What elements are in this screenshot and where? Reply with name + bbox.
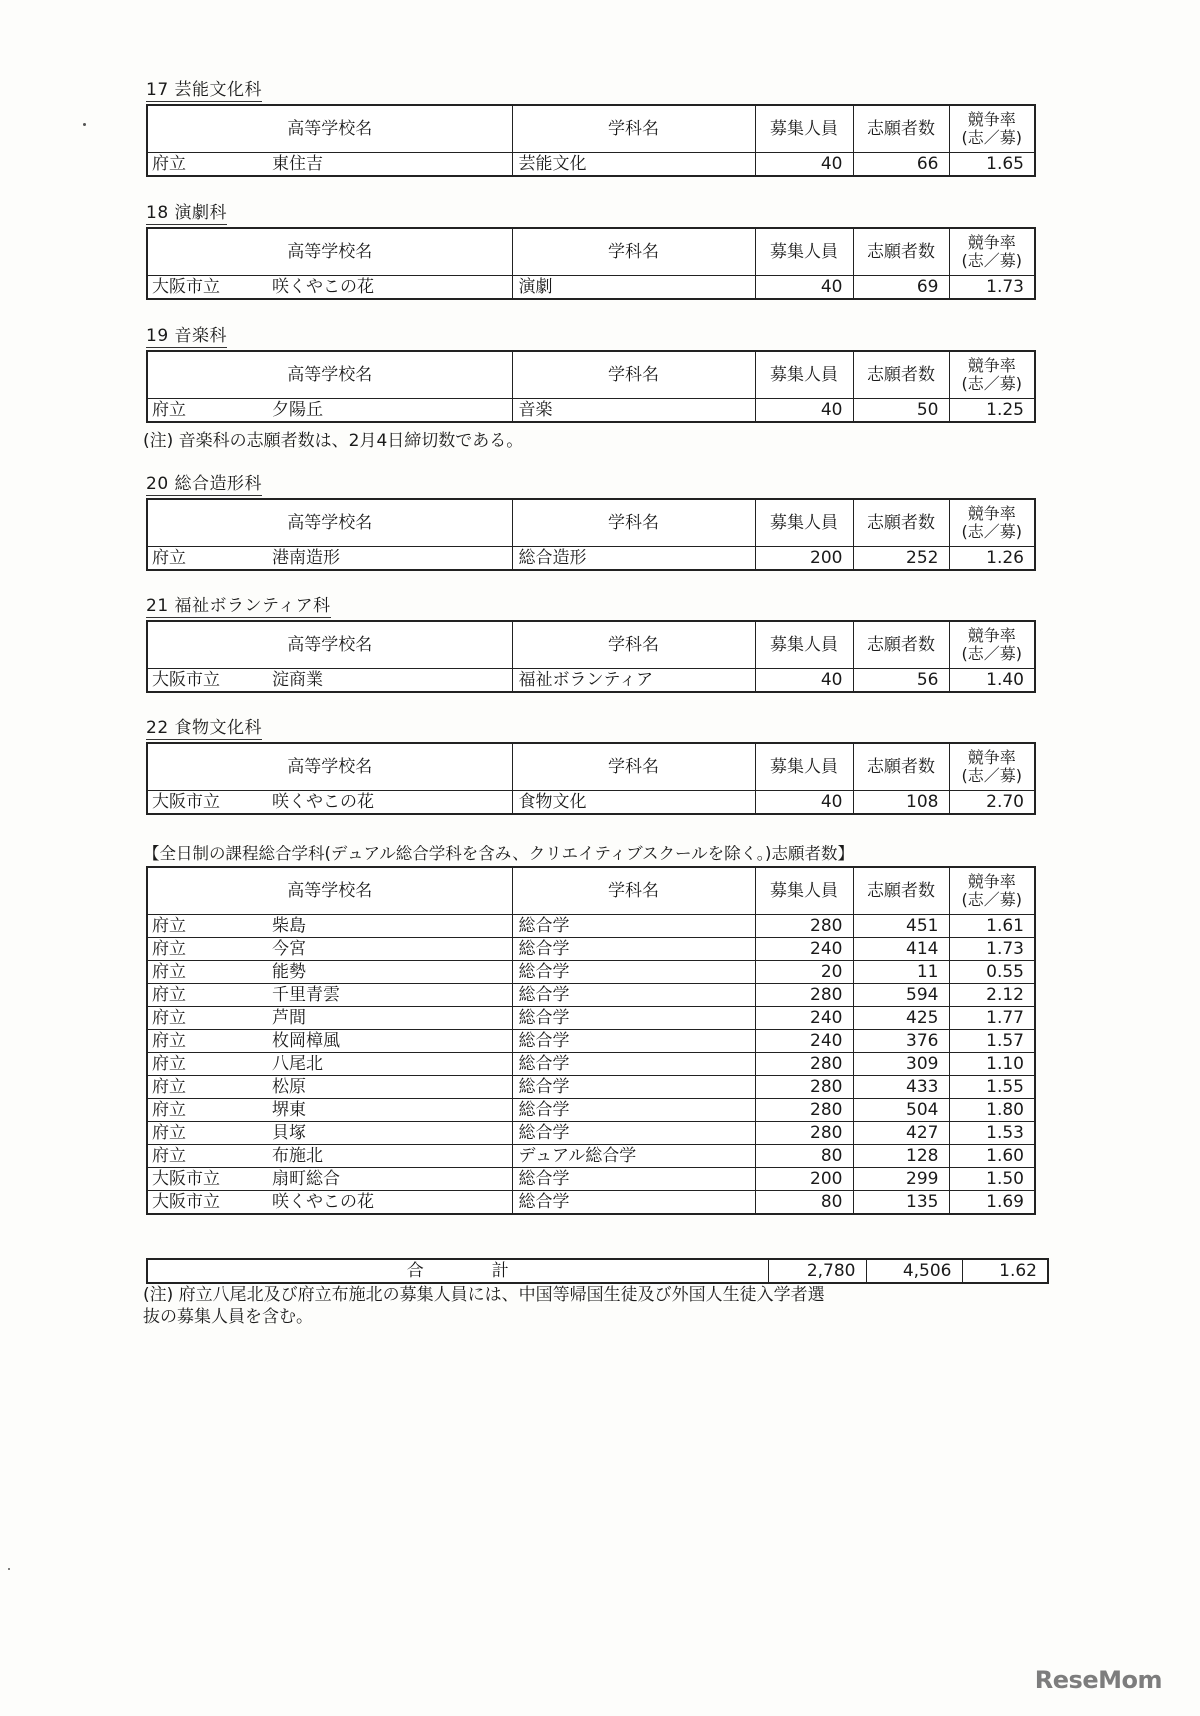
table-row: 府立 芦間 総合学 240 425 1.77 — [147, 1007, 1035, 1030]
header-applicants: 志願者数 — [853, 621, 949, 669]
school-cell: 府立 港南造形 — [147, 547, 512, 571]
school-cell: 大阪市立 咲くやこの花 — [147, 276, 512, 300]
table-row — [147, 153, 1035, 177]
table-row: 大阪市立 扇町総合 総合学 200 299 1.50 — [147, 1168, 1035, 1191]
school-cell: 府立 東住吉 — [147, 153, 512, 177]
header-rate: 競争率 (志／募) — [949, 621, 1035, 669]
rate-cell: 1.73 — [949, 276, 1035, 300]
section-title-20: 20 総合造形科 — [146, 474, 263, 494]
header-department: 学科名 — [512, 867, 755, 915]
rate-cell: 1.65 — [949, 153, 1035, 177]
header-department: 学科名 — [512, 351, 755, 399]
table-row: 府立 柴島 総合学 280 451 1.61 — [147, 915, 1035, 938]
table-header-row — [147, 228, 1035, 276]
header-rate: 競争率 (志／募) — [949, 743, 1035, 791]
header-department: 学科名 — [512, 743, 755, 791]
header-applicants: 志願者数 — [853, 499, 949, 547]
header-rate: 競争率 (志／募) — [949, 351, 1035, 399]
section-title-17: 17 芸能文化科 — [146, 80, 263, 100]
table-section-20 — [146, 498, 1036, 571]
header-applicants: 志願者数 — [853, 867, 949, 915]
header-rate: 競争率 (志／募) — [949, 867, 1035, 915]
total-applicants: 4,506 — [866, 1259, 962, 1283]
table-row: 府立 堺東 総合学 280 504 1.80 — [147, 1099, 1035, 1122]
table-row: 府立 布施北 デュアル総合学 80 128 1.60 — [147, 1145, 1035, 1168]
table-header-row — [147, 743, 1035, 791]
header-school: 高等学校名 — [147, 228, 512, 276]
section-title-22: 22 食物文化科 — [146, 718, 263, 738]
applicants-cell: 108 — [853, 791, 949, 815]
rate-cell: 2.70 — [949, 791, 1035, 815]
header-applicants: 志願者数 — [853, 105, 949, 153]
header-department: 学科名 — [512, 499, 755, 547]
department-cell: 総合造形 — [512, 547, 755, 571]
capacity-cell: 200 — [755, 547, 853, 571]
header-capacity: 募集人員 — [755, 351, 853, 399]
section-title-18: 18 演劇科 — [146, 203, 228, 223]
table-row — [147, 276, 1035, 300]
school-cell: 大阪市立 咲くやこの花 — [147, 791, 512, 815]
header-school: 高等学校名 — [147, 867, 512, 915]
school-cell: 府立 夕陽丘 — [147, 399, 512, 423]
capacity-cell: 40 — [755, 276, 853, 300]
department-cell: 芸能文化 — [512, 153, 755, 177]
department-cell: 音楽 — [512, 399, 755, 423]
table-row: 大阪市立 咲くやこの花 総合学 80 135 1.69 — [147, 1191, 1035, 1215]
table-row: 府立 松原 総合学 280 433 1.55 — [147, 1076, 1035, 1099]
header-rate: 競争率 (志／募) — [949, 499, 1035, 547]
table-row — [147, 399, 1035, 423]
total-row — [147, 1259, 1048, 1283]
table-general-course — [146, 866, 1036, 1215]
header-department: 学科名 — [512, 228, 755, 276]
applicants-cell: 69 — [853, 276, 949, 300]
rate-cell: 1.26 — [949, 547, 1035, 571]
applicants-cell: 50 — [853, 399, 949, 423]
table-header-row — [147, 499, 1035, 547]
capacity-cell: 40 — [755, 399, 853, 423]
header-capacity: 募集人員 — [755, 867, 853, 915]
table-row — [147, 669, 1035, 693]
table-section-21 — [146, 620, 1036, 693]
header-department: 学科名 — [512, 105, 755, 153]
header-capacity: 募集人員 — [755, 105, 853, 153]
header-school: 高等学校名 — [147, 351, 512, 399]
header-school: 高等学校名 — [147, 621, 512, 669]
table-header-row — [147, 621, 1035, 669]
table-row: 府立 能勢 総合学 20 11 0.55 — [147, 961, 1035, 984]
applicants-cell: 56 — [853, 669, 949, 693]
header-school: 高等学校名 — [147, 499, 512, 547]
header-applicants: 志願者数 — [853, 351, 949, 399]
general-section-title: 【全日制の課程総合学科(デュアル総合学科を含み、クリエイティブスクールを除く。)志願者数】 — [143, 844, 854, 863]
header-capacity: 募集人員 — [755, 228, 853, 276]
table-row — [147, 791, 1035, 815]
table-row: 府立 八尾北 総合学 280 309 1.10 — [147, 1053, 1035, 1076]
department-cell: 福祉ボランティア — [512, 669, 755, 693]
section-title-19: 19 音楽科 — [146, 326, 228, 346]
header-rate: 競争率 (志／募) — [949, 105, 1035, 153]
table-section-19 — [146, 350, 1036, 423]
scan-speck — [83, 123, 86, 126]
table-row: 府立 千里青雲 総合学 280 594 2.12 — [147, 984, 1035, 1007]
capacity-cell: 40 — [755, 153, 853, 177]
table-total — [146, 1258, 1049, 1284]
table-header-row — [147, 351, 1035, 399]
header-school: 高等学校名 — [147, 743, 512, 791]
total-rate: 1.62 — [962, 1259, 1048, 1283]
total-label: 合 計 — [147, 1259, 768, 1283]
scan-speck — [8, 1568, 10, 1570]
table-section-17 — [146, 104, 1036, 177]
school-cell: 大阪市立 淀商業 — [147, 669, 512, 693]
table-header-row — [147, 105, 1035, 153]
department-cell: 食物文化 — [512, 791, 755, 815]
table-section-18 — [146, 227, 1036, 300]
general-note-line1: (注) 府立八尾北及び府立布施北の募集人員には、中国等帰国生徒及び外国人生徒入学者選 — [143, 1285, 825, 1305]
table-section-22 — [146, 742, 1036, 815]
header-capacity: 募集人員 — [755, 621, 853, 669]
header-rate: 競争率 (志／募) — [949, 228, 1035, 276]
table-header-row — [147, 867, 1035, 915]
header-applicants: 志願者数 — [853, 228, 949, 276]
applicants-cell: 252 — [853, 547, 949, 571]
total-capacity: 2,780 — [768, 1259, 866, 1283]
department-cell: 演劇 — [512, 276, 755, 300]
table-row: 府立 枚岡樟風 総合学 240 376 1.57 — [147, 1030, 1035, 1053]
capacity-cell: 40 — [755, 669, 853, 693]
capacity-cell: 40 — [755, 791, 853, 815]
table-row: 府立 貝塚 総合学 280 427 1.53 — [147, 1122, 1035, 1145]
music-note: (注) 音楽科の志願者数は、2月4日締切数である。 — [143, 431, 524, 451]
header-applicants: 志願者数 — [853, 743, 949, 791]
general-note-line2: 抜の募集人員を含む。 — [143, 1307, 313, 1327]
table-row: 府立 今宮 総合学 240 414 1.73 — [147, 938, 1035, 961]
table-row — [147, 547, 1035, 571]
rate-cell: 1.40 — [949, 669, 1035, 693]
header-school: 高等学校名 — [147, 105, 512, 153]
resemom-watermark-logo: ReseMom — [1034, 1666, 1162, 1694]
header-department: 学科名 — [512, 621, 755, 669]
applicants-cell: 66 — [853, 153, 949, 177]
rate-cell: 1.25 — [949, 399, 1035, 423]
section-title-21: 21 福祉ボランティア科 — [146, 596, 331, 616]
header-capacity: 募集人員 — [755, 743, 853, 791]
header-capacity: 募集人員 — [755, 499, 853, 547]
